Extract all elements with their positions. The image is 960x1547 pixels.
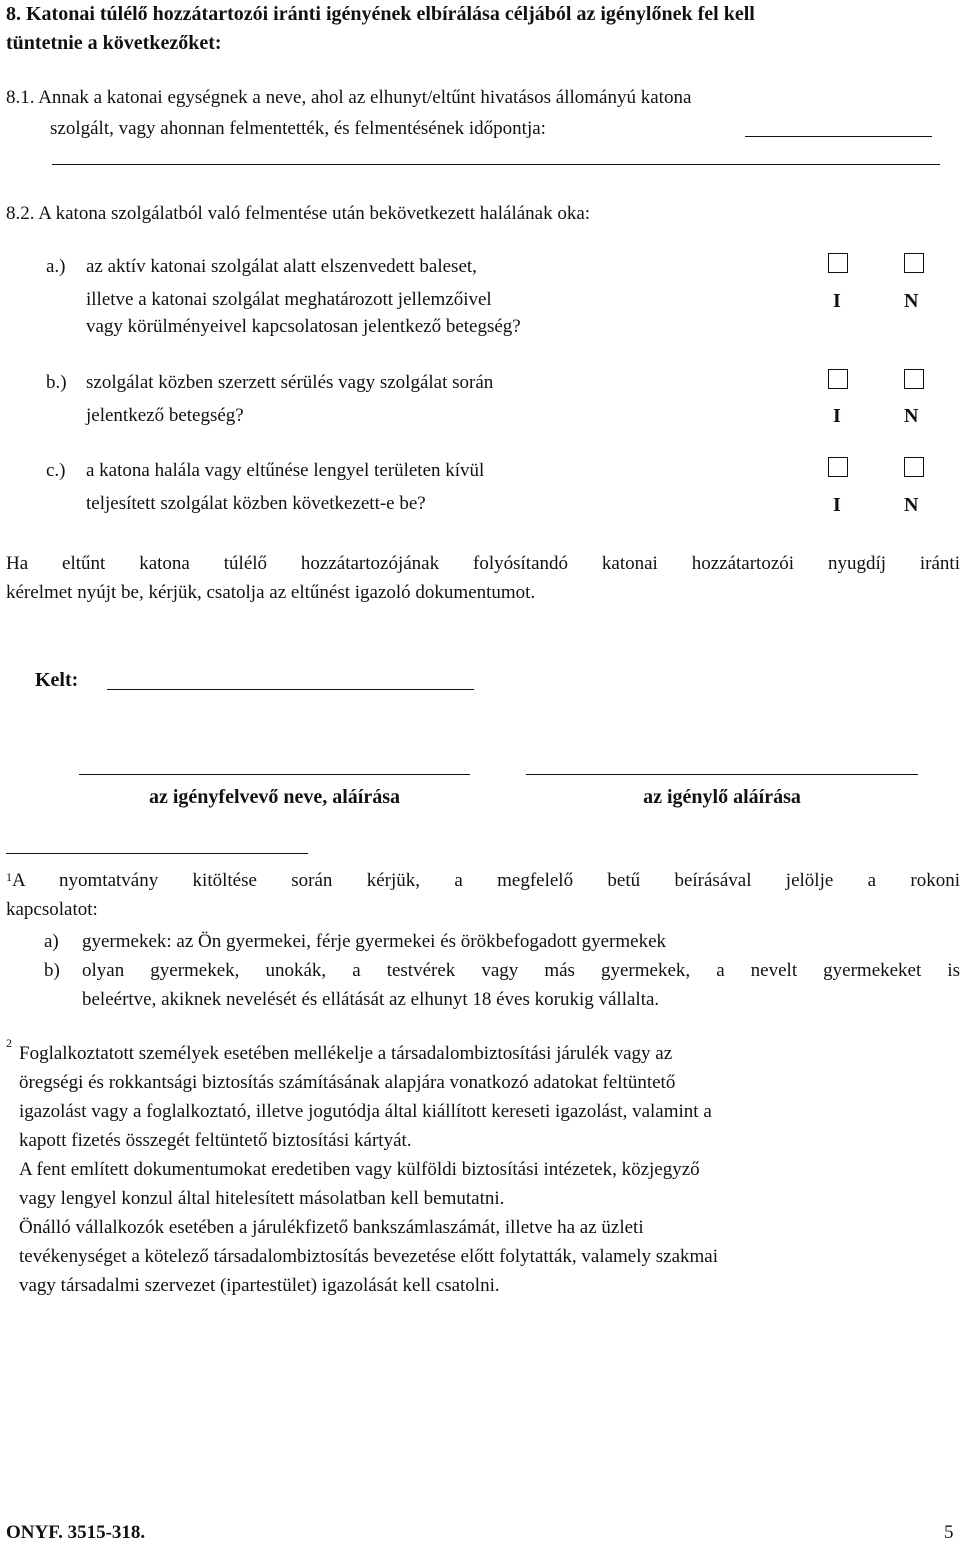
signature-label-right: az igénylő aláírása (643, 786, 801, 808)
question-a-no-checkbox[interactable] (904, 253, 924, 273)
question-c-line2: teljesített szolgálat közben következett-e be? (86, 493, 426, 514)
footnote-2-line2: öregségi és rokkantsági biztosítás számításának alapjára vonatkozó adatokat feltüntető (19, 1072, 676, 1093)
missing-soldier-note-line2: kérelmet nyújt be, kérjük, csatolja az eltűnést igazoló dokumentumot. (6, 582, 536, 603)
kelt-field[interactable] (107, 689, 474, 690)
question-a-no-label: N (904, 290, 919, 312)
footnote-2-line3: igazolást vagy a foglalkoztató, illetve jogutódja által kiállított kereseti igazolást, valamint a (19, 1101, 712, 1122)
unit-name-field-line-1[interactable] (745, 136, 932, 137)
question-b-yes-label: I (833, 405, 841, 427)
question-a-yes-label: I (833, 290, 841, 312)
signature-line-left[interactable] (79, 774, 470, 775)
signature-line-right[interactable] (526, 774, 918, 775)
missing-soldier-note (6, 553, 960, 604)
footnote-1-line1-text: A nyomtatvány kitöltése során kérjük, a megfelelő betű beírásával jelölje a rokoni (12, 870, 960, 891)
footnote-2 (19, 1043, 718, 1297)
footnote-1-line2: kapcsolatot: (6, 899, 98, 920)
question-c-yes-label: I (833, 494, 841, 516)
footnote-1-line1 (6, 870, 960, 892)
footnote-2-line8: tevékenységet a kötelező társadalombiztosítás bevezetése előtt folytatták, valamely szakmai (19, 1246, 719, 1267)
question-a-yes-checkbox[interactable] (828, 253, 848, 273)
question-b-yes-checkbox[interactable] (828, 369, 848, 389)
question-c-letter: c.) (46, 460, 66, 481)
footnote-1-a-letter: a) (44, 931, 59, 952)
question-b-letter: b.) (46, 372, 67, 393)
footnote-1 (6, 870, 960, 921)
footnote-1-a-text: gyermekek: az Ön gyermekei, férje gyermekei és örökbefogadott gyermekek (82, 931, 666, 952)
footnote-2-line9: vagy társadalmi szervezet (ipartestület) igazolását kell csatolni. (19, 1275, 500, 1296)
footnote-2-line5: A fent említett dokumentumokat eredetiben vagy külföldi biztosítási intézetek, közjegyző (19, 1159, 700, 1180)
question-b-line2: jelentkező betegség? (86, 405, 244, 426)
footnote-2-number: 2 (6, 1036, 12, 1050)
footnote-1-b-line1: olyan gyermekek, unokák, a testvérek vagy más gyermekek, a nevelt gyermekeket is (82, 960, 960, 981)
form-code: ONYF. 3515-318. (6, 1522, 146, 1543)
item-8-1 (6, 87, 691, 140)
section-heading-line1: 8. Katonai túlélő hozzátartozói iránti igényének elbírálása céljából az igénylőnek fel kell (6, 3, 755, 25)
question-b-line1: szolgálat közben szerzett sérülés vagy szolgálat során (86, 372, 494, 393)
unit-name-field-line-2[interactable] (52, 164, 940, 165)
item-8-2: 8.2. A katona szolgálatból való felmentése után bekövetkezett halálának oka: (6, 203, 591, 224)
question-b-text (86, 372, 493, 427)
section-heading (6, 3, 755, 54)
footnote-2-line1: Foglalkoztatott személyek esetében mellékelje a társadalombiztosítási járulék vagy az (19, 1043, 673, 1064)
question-a-text (86, 256, 521, 338)
signature-label-left: az igényfelvevő neve, aláírása (148, 786, 401, 808)
question-a-line1: az aktív katonai szolgálat alatt elszenvedett baleset, (86, 256, 477, 277)
question-c-no-checkbox[interactable] (904, 457, 924, 477)
footnote-1-number: 1 (6, 870, 12, 884)
item-8-1-line2: szolgált, vagy ahonnan felmentették, és felmentésének időpontja: (50, 118, 546, 139)
question-c-line1: a katona halála vagy eltűnése lengyel területen kívül (86, 460, 485, 481)
question-c-yes-checkbox[interactable] (828, 457, 848, 477)
footnote-2-line7: Önálló vállalkozók esetében a járulékfizető bankszámlaszámát, illetve ha az üzleti (19, 1217, 644, 1238)
footnote-1-b-letter: b) (44, 960, 60, 981)
page-number: 5 (944, 1522, 954, 1543)
footnote-1-b-line2: beleértve, akiknek nevelését és ellátását az elhunyt 18 éves korukig vállalta. (82, 989, 660, 1010)
missing-soldier-note-line1: Ha eltűnt katona túlélő hozzátartozójának folyósítandó katonai hozzátartozói nyugdíj iránti (6, 553, 960, 574)
question-c-text (86, 460, 484, 515)
question-a-line3: vagy körülményeivel kapcsolatosan jelentkező betegség? (86, 316, 521, 337)
footnote-separator (6, 853, 308, 854)
question-b-no-label: N (904, 405, 919, 427)
item-8-1-line1: 8.1. Annak a katonai egységnek a neve, ahol az elhunyt/eltűnt hivatásos állományú katona (6, 87, 692, 108)
question-a-line2: illetve a katonai szolgálat meghatározott jellemzőivel (86, 289, 492, 310)
question-b-no-checkbox[interactable] (904, 369, 924, 389)
footnote-2-line4: kapott fizetés összegét feltüntető biztosítási kártyát. (19, 1130, 412, 1151)
section-heading-line2: tüntetnie a következőket: (6, 32, 222, 54)
question-c-no-label: N (904, 494, 919, 516)
kelt-label: Kelt: (35, 669, 79, 691)
footnote-2-line6: vagy lengyel konzul által hitelesített másolatban kell bemutatni. (19, 1188, 505, 1209)
question-a-letter: a.) (46, 256, 66, 277)
footnote-1-b-text (82, 960, 960, 1011)
